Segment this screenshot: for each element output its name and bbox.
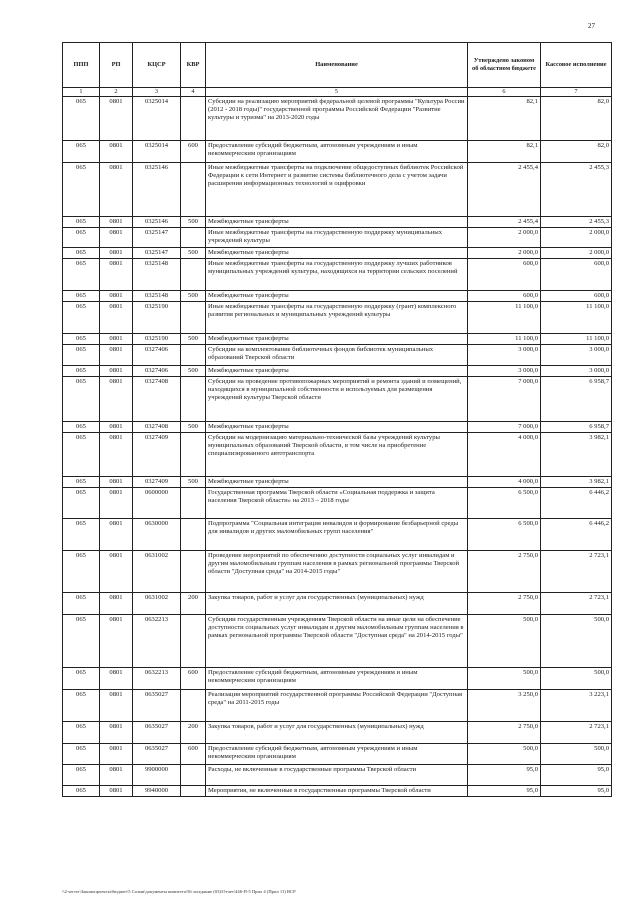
row-rp: 0801 — [100, 216, 133, 227]
column-number: 3 — [133, 88, 181, 97]
row-ppp: 065 — [63, 550, 100, 592]
header-kvr: КВР — [181, 43, 206, 88]
row-rp: 0801 — [100, 376, 133, 421]
row-executed: 2 723,1 — [541, 721, 612, 743]
table-row — [63, 432, 612, 476]
table-row — [63, 140, 612, 162]
row-name: Межбюджетные трансферты — [206, 365, 468, 376]
table-row — [63, 550, 612, 592]
table-row — [63, 721, 612, 743]
row-approved: 500,0 — [468, 667, 541, 689]
row-approved: 500,0 — [468, 743, 541, 764]
row-name: Субсидии на реализацию мероприятий федеральной целевой программы "Культура России (2012 - 2018 годы)" государственной программы Российской Федерации "Развитие культуры и туризма" на 2013-2020 годы — [206, 96, 468, 140]
row-executed: 11 100,0 — [541, 333, 612, 344]
row-kcsr: 0327406 — [133, 344, 181, 365]
row-name: Реализация мероприятий государственной программы Российской Федерации "Доступная среда" на 2011-2015 годы — [206, 689, 468, 721]
row-executed: 2 455,3 — [541, 162, 612, 216]
row-kcsr: 0325147 — [133, 247, 181, 258]
table-row — [63, 689, 612, 721]
row-name: Иные межбюджетные трансферты на государственную поддержку (грант) комплексного развития региональных и муниципальных учреждений культуры — [206, 301, 468, 333]
row-rp: 0801 — [100, 290, 133, 301]
row-executed: 6 958,7 — [541, 421, 612, 432]
row-ppp: 065 — [63, 227, 100, 247]
row-name: Межбюджетные трансферты — [206, 247, 468, 258]
row-kcsr: 0325148 — [133, 290, 181, 301]
row-kvr — [181, 689, 206, 721]
row-approved: 11 100,0 — [468, 301, 541, 333]
row-executed: 6 446,2 — [541, 518, 612, 550]
row-rp: 0801 — [100, 550, 133, 592]
row-rp: 0801 — [100, 476, 133, 487]
header-rp: РП — [100, 43, 133, 88]
column-number: 1 — [63, 88, 100, 97]
row-executed: 500,0 — [541, 667, 612, 689]
table-row — [63, 301, 612, 333]
row-executed: 3 000,0 — [541, 344, 612, 365]
row-kcsr: 0635027 — [133, 743, 181, 764]
row-executed: 6 958,7 — [541, 376, 612, 421]
row-kcsr: 0635027 — [133, 689, 181, 721]
row-kvr — [181, 344, 206, 365]
row-kcsr: 0631002 — [133, 550, 181, 592]
row-rp: 0801 — [100, 140, 133, 162]
row-approved: 600,0 — [468, 258, 541, 290]
table-row — [63, 421, 612, 432]
row-ppp: 065 — [63, 290, 100, 301]
row-kvr — [181, 162, 206, 216]
row-kcsr: 0325147 — [133, 227, 181, 247]
table-row — [63, 96, 612, 140]
budget-table — [62, 42, 612, 797]
row-ppp: 065 — [63, 667, 100, 689]
row-executed: 82,0 — [541, 96, 612, 140]
table-row — [63, 216, 612, 227]
row-ppp: 065 — [63, 432, 100, 476]
row-approved: 7 000,0 — [468, 376, 541, 421]
row-ppp: 065 — [63, 476, 100, 487]
table-row — [63, 344, 612, 365]
row-name: Государственная программа Тверской области «Социальная поддержка и защита населения Тверской области» на 2013 – 2018 годы — [206, 487, 468, 518]
row-executed: 2 723,1 — [541, 550, 612, 592]
row-ppp: 065 — [63, 721, 100, 743]
row-ppp: 065 — [63, 487, 100, 518]
row-rp: 0801 — [100, 764, 133, 785]
row-kcsr: 0325146 — [133, 162, 181, 216]
column-number: 2 — [100, 88, 133, 97]
page-number: 27 — [588, 22, 595, 30]
row-name: Подпрограмма "Социальная интеграция инвалидов и формирование безбарьерной среды для инвалидов и других маломобильных групп населения" — [206, 518, 468, 550]
row-kvr: 500 — [181, 365, 206, 376]
table-row — [63, 487, 612, 518]
row-approved: 2 455,4 — [468, 162, 541, 216]
row-kvr: 200 — [181, 592, 206, 614]
column-number: 4 — [181, 88, 206, 97]
row-executed: 600,0 — [541, 290, 612, 301]
row-kvr — [181, 550, 206, 592]
row-rp: 0801 — [100, 432, 133, 476]
row-approved: 600,0 — [468, 290, 541, 301]
header-name: Наименование — [206, 43, 468, 88]
row-executed: 82,0 — [541, 140, 612, 162]
row-kcsr: 0327409 — [133, 476, 181, 487]
row-name: Предоставление субсидий бюджетным, автономным учреждениям и иным некоммерческим организациям — [206, 743, 468, 764]
row-name: Иные межбюджетные трансферты на подключение общедоступных библиотек Российской Федерации к сети Интернет и развитие системы библиотечного дела с учетом задачи расширения информационных технологий и оцифровки — [206, 162, 468, 216]
row-kvr — [181, 258, 206, 290]
row-kcsr: 0630000 — [133, 518, 181, 550]
column-number: 5 — [206, 88, 468, 97]
row-name: Иные межбюджетные трансферты на государственную поддержку лучших работников муниципальных учреждений культуры, находящихся на территории сельских поселений — [206, 258, 468, 290]
row-executed: 2 000,0 — [541, 247, 612, 258]
table-row — [63, 743, 612, 764]
row-rp: 0801 — [100, 667, 133, 689]
table-row — [63, 376, 612, 421]
file-path-footer: \\2-server\Законопроекты\бюджет\5 Созыв\документы комитета\56 заседание (03)\Отчет\446-П-5 Прил 4 (Прил 11) ВСР — [62, 889, 296, 894]
row-rp: 0801 — [100, 344, 133, 365]
row-kcsr: 0325148 — [133, 258, 181, 290]
row-approved: 3 000,0 — [468, 365, 541, 376]
table-row — [63, 227, 612, 247]
row-kvr — [181, 785, 206, 796]
row-rp: 0801 — [100, 333, 133, 344]
row-rp: 0801 — [100, 365, 133, 376]
row-approved: 11 100,0 — [468, 333, 541, 344]
row-approved: 3 000,0 — [468, 344, 541, 365]
table-row — [63, 592, 612, 614]
row-kvr: 500 — [181, 290, 206, 301]
row-kvr — [181, 227, 206, 247]
row-ppp: 065 — [63, 96, 100, 140]
row-kvr — [181, 764, 206, 785]
row-approved: 82,1 — [468, 96, 541, 140]
row-executed: 95,0 — [541, 785, 612, 796]
row-approved: 2 750,0 — [468, 592, 541, 614]
row-rp: 0801 — [100, 258, 133, 290]
row-ppp: 065 — [63, 592, 100, 614]
table-row — [63, 290, 612, 301]
row-approved: 3 250,0 — [468, 689, 541, 721]
row-kvr — [181, 432, 206, 476]
row-approved: 2 750,0 — [468, 721, 541, 743]
row-executed: 500,0 — [541, 614, 612, 667]
row-kcsr: 0325190 — [133, 301, 181, 333]
row-rp: 0801 — [100, 247, 133, 258]
row-kcsr: 0325190 — [133, 333, 181, 344]
row-name: Межбюджетные трансферты — [206, 476, 468, 487]
row-name: Расходы, не включенные в государственные программы Тверской области — [206, 764, 468, 785]
row-kvr: 500 — [181, 216, 206, 227]
row-approved: 2 000,0 — [468, 227, 541, 247]
row-kcsr: 0327408 — [133, 421, 181, 432]
row-kvr: 200 — [181, 721, 206, 743]
table-row — [63, 614, 612, 667]
row-ppp: 065 — [63, 365, 100, 376]
row-executed: 3 982,1 — [541, 432, 612, 476]
table-header-row — [63, 43, 612, 88]
header-approved: Утверждено законом об областном бюджете — [468, 43, 541, 88]
row-approved: 4 000,0 — [468, 432, 541, 476]
row-rp: 0801 — [100, 487, 133, 518]
row-name: Закупка товаров, работ и услуг для государственных (муниципальных) нужд — [206, 592, 468, 614]
row-executed: 11 100,0 — [541, 301, 612, 333]
row-kcsr: 0327406 — [133, 365, 181, 376]
row-ppp: 065 — [63, 689, 100, 721]
row-kvr — [181, 301, 206, 333]
row-approved: 6 500,0 — [468, 487, 541, 518]
row-executed: 2 000,0 — [541, 227, 612, 247]
table-row — [63, 333, 612, 344]
table-row — [63, 476, 612, 487]
row-kcsr: 0600000 — [133, 487, 181, 518]
row-name: Проведение мероприятий по обеспечению доступности социальных услуг инвалидам и другим маломобильным группам населения в рамках региональной программы Тверской области "Доступная среда" на 2014-2015 годы" — [206, 550, 468, 592]
row-executed: 2 455,3 — [541, 216, 612, 227]
row-kcsr: 9900000 — [133, 764, 181, 785]
row-kcsr: 0327409 — [133, 432, 181, 476]
row-ppp: 065 — [63, 421, 100, 432]
row-kvr: 600 — [181, 667, 206, 689]
row-rp: 0801 — [100, 518, 133, 550]
row-approved: 500,0 — [468, 614, 541, 667]
row-kvr — [181, 614, 206, 667]
row-executed: 3 000,0 — [541, 365, 612, 376]
row-name: Предоставление субсидий бюджетным, автономным учреждениям и иным некоммерческим организациям — [206, 140, 468, 162]
row-ppp: 065 — [63, 216, 100, 227]
row-rp: 0801 — [100, 785, 133, 796]
table-row — [63, 667, 612, 689]
column-number: 6 — [468, 88, 541, 97]
row-kvr: 600 — [181, 140, 206, 162]
row-approved: 95,0 — [468, 764, 541, 785]
row-kvr — [181, 518, 206, 550]
row-executed: 500,0 — [541, 743, 612, 764]
row-approved: 7 000,0 — [468, 421, 541, 432]
row-name: Закупка товаров, работ и услуг для государственных (муниципальных) нужд — [206, 721, 468, 743]
header-executed: Кассовое исполнение — [541, 43, 612, 88]
row-approved: 6 500,0 — [468, 518, 541, 550]
row-rp: 0801 — [100, 96, 133, 140]
row-kvr: 600 — [181, 743, 206, 764]
row-kvr — [181, 96, 206, 140]
column-number-row — [63, 88, 612, 97]
row-kcsr: 0325146 — [133, 216, 181, 227]
row-ppp: 065 — [63, 301, 100, 333]
row-approved: 2 000,0 — [468, 247, 541, 258]
row-ppp: 065 — [63, 333, 100, 344]
row-kvr — [181, 487, 206, 518]
row-approved: 2 455,4 — [468, 216, 541, 227]
row-kcsr: 0635027 — [133, 721, 181, 743]
header-kcsr: КЦСР — [133, 43, 181, 88]
row-kcsr: 0632213 — [133, 614, 181, 667]
row-kvr — [181, 376, 206, 421]
row-name: Межбюджетные трансферты — [206, 216, 468, 227]
row-name: Субсидии государственным учреждениям Тверской области на иные цели на обеспечение доступности социальных услуг инвалидам и другим маломобильным группам населения в рамках региональной программы Тверской области "Доступная среда" на 2014-2015 годы" — [206, 614, 468, 667]
row-ppp: 065 — [63, 743, 100, 764]
row-ppp: 065 — [63, 344, 100, 365]
row-rp: 0801 — [100, 614, 133, 667]
row-approved: 4 000,0 — [468, 476, 541, 487]
row-kcsr: 9940000 — [133, 785, 181, 796]
row-name: Межбюджетные трансферты — [206, 290, 468, 301]
row-name: Субсидии на проведение противопожарных мероприятий и ремонта зданий и помещений, находящихся в муниципальной собственности и используемых для размещения учреждений культуры Тверской области — [206, 376, 468, 421]
row-name: Субсидии на модернизацию материально-технической базы учреждений культуры муниципальных образований Тверской области, в том числе на приобретение специализированного автотранспорта — [206, 432, 468, 476]
row-name: Межбюджетные трансферты — [206, 421, 468, 432]
row-name: Мероприятия, не включенные в государственные программы Тверской области — [206, 785, 468, 796]
row-kcsr: 0327408 — [133, 376, 181, 421]
table-row — [63, 785, 612, 796]
row-rp: 0801 — [100, 421, 133, 432]
row-approved: 95,0 — [468, 785, 541, 796]
row-ppp: 065 — [63, 764, 100, 785]
row-executed: 600,0 — [541, 258, 612, 290]
table-row — [63, 518, 612, 550]
row-ppp: 065 — [63, 518, 100, 550]
row-rp: 0801 — [100, 689, 133, 721]
row-rp: 0801 — [100, 592, 133, 614]
row-rp: 0801 — [100, 721, 133, 743]
row-name: Иные межбюджетные трансферты на государственную поддержку муниципальных учреждений культуры — [206, 227, 468, 247]
row-ppp: 065 — [63, 376, 100, 421]
table-row — [63, 258, 612, 290]
table-body — [63, 96, 612, 796]
row-approved: 2 750,0 — [468, 550, 541, 592]
row-kcsr: 0631002 — [133, 592, 181, 614]
row-ppp: 065 — [63, 785, 100, 796]
row-rp: 0801 — [100, 162, 133, 216]
row-executed: 6 446,2 — [541, 487, 612, 518]
row-executed: 3 982,1 — [541, 476, 612, 487]
row-ppp: 065 — [63, 247, 100, 258]
table-row — [63, 365, 612, 376]
row-kvr: 500 — [181, 247, 206, 258]
row-kvr: 500 — [181, 333, 206, 344]
row-ppp: 065 — [63, 614, 100, 667]
row-kvr: 500 — [181, 421, 206, 432]
row-kcsr: 0325014 — [133, 140, 181, 162]
row-kcsr: 0325014 — [133, 96, 181, 140]
row-rp: 0801 — [100, 227, 133, 247]
table-row — [63, 247, 612, 258]
row-name: Предоставление субсидий бюджетным, автономным учреждениям и иным некоммерческим организациям — [206, 667, 468, 689]
row-name: Субсидии на комплектование библиотечных фондов библиотек муниципальных образований Тверской области — [206, 344, 468, 365]
row-kcsr: 0632213 — [133, 667, 181, 689]
row-ppp: 065 — [63, 140, 100, 162]
row-approved: 82,1 — [468, 140, 541, 162]
table-row — [63, 764, 612, 785]
row-executed: 95,0 — [541, 764, 612, 785]
column-number: 7 — [541, 88, 612, 97]
row-ppp: 065 — [63, 258, 100, 290]
row-name: Межбюджетные трансферты — [206, 333, 468, 344]
row-rp: 0801 — [100, 301, 133, 333]
row-executed: 2 723,1 — [541, 592, 612, 614]
row-rp: 0801 — [100, 743, 133, 764]
row-executed: 3 223,1 — [541, 689, 612, 721]
header-ppp: ППП — [63, 43, 100, 88]
table-row — [63, 162, 612, 216]
row-ppp: 065 — [63, 162, 100, 216]
row-kvr: 500 — [181, 476, 206, 487]
